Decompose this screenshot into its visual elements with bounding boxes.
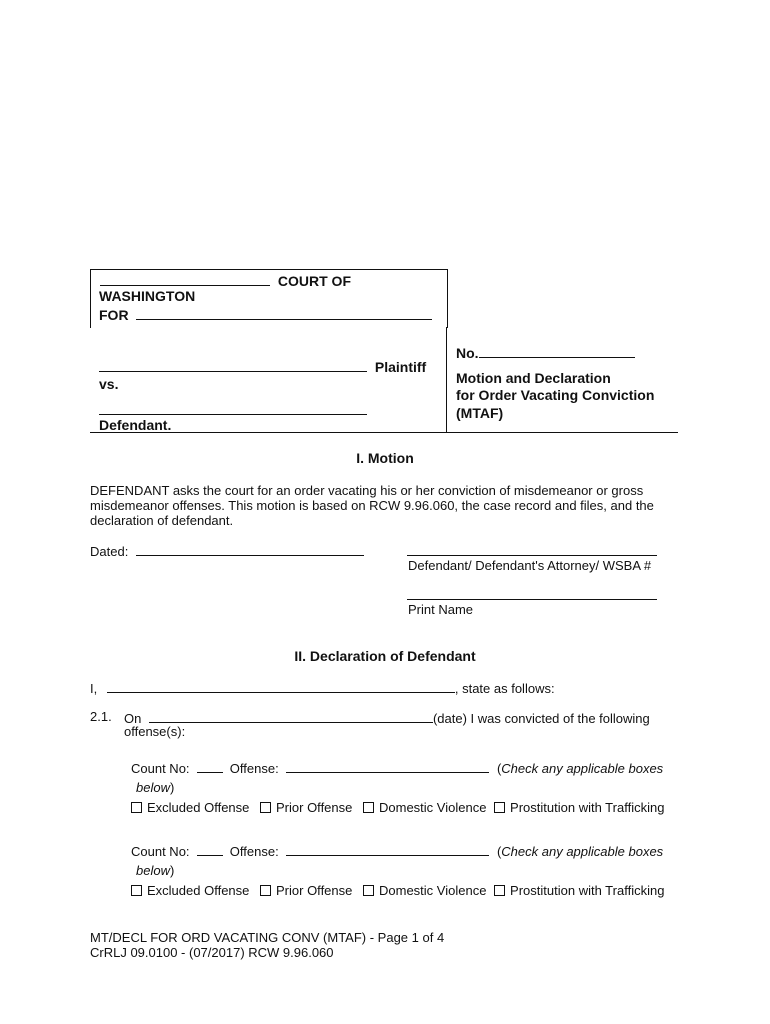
offense-label: Offense:	[229, 761, 279, 776]
motion-text-line2: misdemeanor offenses. This motion is based on RCW 9.96.060, the case record and files, and the	[90, 498, 654, 513]
count-no-field[interactable]	[197, 759, 223, 773]
offense-label: Offense:	[229, 844, 279, 859]
court-name-field[interactable]	[100, 271, 270, 286]
checkbox-prior-offense[interactable]	[260, 883, 352, 898]
declarant-line	[90, 679, 555, 696]
dated-label: Dated:	[90, 544, 129, 559]
item-number: 2.1.	[90, 709, 112, 724]
county-field[interactable]	[136, 305, 432, 320]
motion-heading: I. Motion	[356, 450, 414, 466]
county-line	[99, 305, 432, 323]
option-label: Prostitution with Trafficking	[510, 883, 665, 898]
checkbox-prior-offense[interactable]	[260, 800, 352, 815]
option-label: Prior Offense	[276, 800, 353, 815]
conviction-date-field[interactable]	[149, 709, 433, 723]
check-note-open: (	[496, 761, 502, 776]
check-note-below: below	[136, 780, 170, 795]
checkbox-icon[interactable]	[494, 885, 505, 896]
checkbox-icon[interactable]	[494, 802, 505, 813]
conviction-date-line	[124, 709, 650, 726]
vs-label: vs.	[99, 376, 119, 392]
offense-options-row	[131, 883, 664, 898]
option-label: Domestic Violence	[379, 800, 487, 815]
checkbox-icon[interactable]	[131, 802, 142, 813]
checkbox-excluded-offense[interactable]	[131, 800, 249, 815]
for-label: FOR	[99, 307, 129, 323]
i-label: I,	[90, 681, 98, 696]
washington-label: WASHINGTON	[99, 288, 196, 304]
checkbox-domestic-violence[interactable]	[363, 800, 486, 815]
on-label: On	[124, 711, 142, 726]
plaintiff-field[interactable]	[99, 357, 367, 372]
defendant-field[interactable]	[99, 400, 367, 415]
declarant-name-field[interactable]	[107, 679, 455, 693]
checkbox-icon[interactable]	[363, 802, 374, 813]
offense-options-row	[131, 800, 664, 815]
form-title-line1: Motion and Declaration	[456, 370, 611, 386]
offense-field[interactable]	[286, 842, 489, 856]
check-note-close: )	[169, 780, 175, 795]
checkbox-domestic-violence[interactable]	[363, 883, 486, 898]
checkbox-prostitution-trafficking[interactable]	[494, 800, 664, 815]
plaintiff-line	[99, 357, 426, 375]
case-number-label: No.	[456, 345, 479, 361]
checkbox-icon[interactable]	[363, 885, 374, 896]
dated-line	[90, 542, 364, 559]
footer-form-code: CrRLJ 09.0100 - (07/2017) RCW 9.96.060	[90, 945, 334, 960]
form-title-line3: (MTAF)	[456, 405, 504, 421]
plaintiff-label: Plaintiff	[374, 359, 427, 375]
count-no-field[interactable]	[197, 842, 223, 856]
check-note-open: (	[496, 844, 502, 859]
dated-field[interactable]	[136, 542, 364, 556]
motion-text-line3: declaration of defendant.	[90, 513, 234, 528]
print-name-label: Print Name	[408, 602, 474, 617]
motion-text-line1: DEFENDANT asks the court for an order vacating his or her conviction of misdemeanor or gross	[90, 483, 644, 498]
checkbox-icon[interactable]	[260, 885, 271, 896]
conviction-date-text: (date) I was convicted of the following	[432, 711, 650, 726]
check-note-continued	[136, 863, 174, 878]
signature-field[interactable]	[407, 555, 657, 556]
court-of-label: COURT OF	[277, 273, 351, 289]
case-number-field[interactable]	[479, 343, 635, 358]
option-label: Prostitution with Trafficking	[510, 800, 665, 815]
checkbox-icon[interactable]	[260, 802, 271, 813]
offenses-label: offense(s):	[124, 724, 186, 739]
option-label: Domestic Violence	[379, 883, 487, 898]
checkbox-icon[interactable]	[131, 885, 142, 896]
check-note-below: below	[136, 863, 170, 878]
check-note-close: )	[169, 863, 175, 878]
defendant-label: Defendant.	[99, 417, 172, 433]
count-row	[131, 842, 663, 859]
court-line	[100, 271, 351, 289]
check-note-text: Check any applicable boxes	[501, 761, 664, 776]
caption-bottom-rule	[90, 432, 678, 433]
count-no-label: Count No:	[131, 844, 190, 859]
check-note-text: Check any applicable boxes	[501, 844, 664, 859]
form-title-line2: for Order Vacating Conviction	[456, 387, 655, 403]
option-label: Excluded Offense	[147, 800, 250, 815]
case-number-line	[456, 343, 635, 361]
state-as-follows-label: , state as follows:	[454, 681, 555, 696]
option-label: Excluded Offense	[147, 883, 250, 898]
option-label: Prior Offense	[276, 883, 353, 898]
offense-field[interactable]	[286, 759, 489, 773]
count-no-label: Count No:	[131, 761, 190, 776]
print-name-field[interactable]	[407, 599, 657, 600]
count-row	[131, 759, 663, 776]
declaration-heading: II. Declaration of Defendant	[294, 648, 476, 664]
footer-form-title: MT/DECL FOR ORD VACATING CONV (MTAF) - Page 1 of 4	[90, 930, 445, 945]
signature-label: Defendant/ Defendant's Attorney/ WSBA #	[408, 558, 652, 573]
checkbox-excluded-offense[interactable]	[131, 883, 249, 898]
check-note-continued	[136, 780, 174, 795]
checkbox-prostitution-trafficking[interactable]	[494, 883, 664, 898]
